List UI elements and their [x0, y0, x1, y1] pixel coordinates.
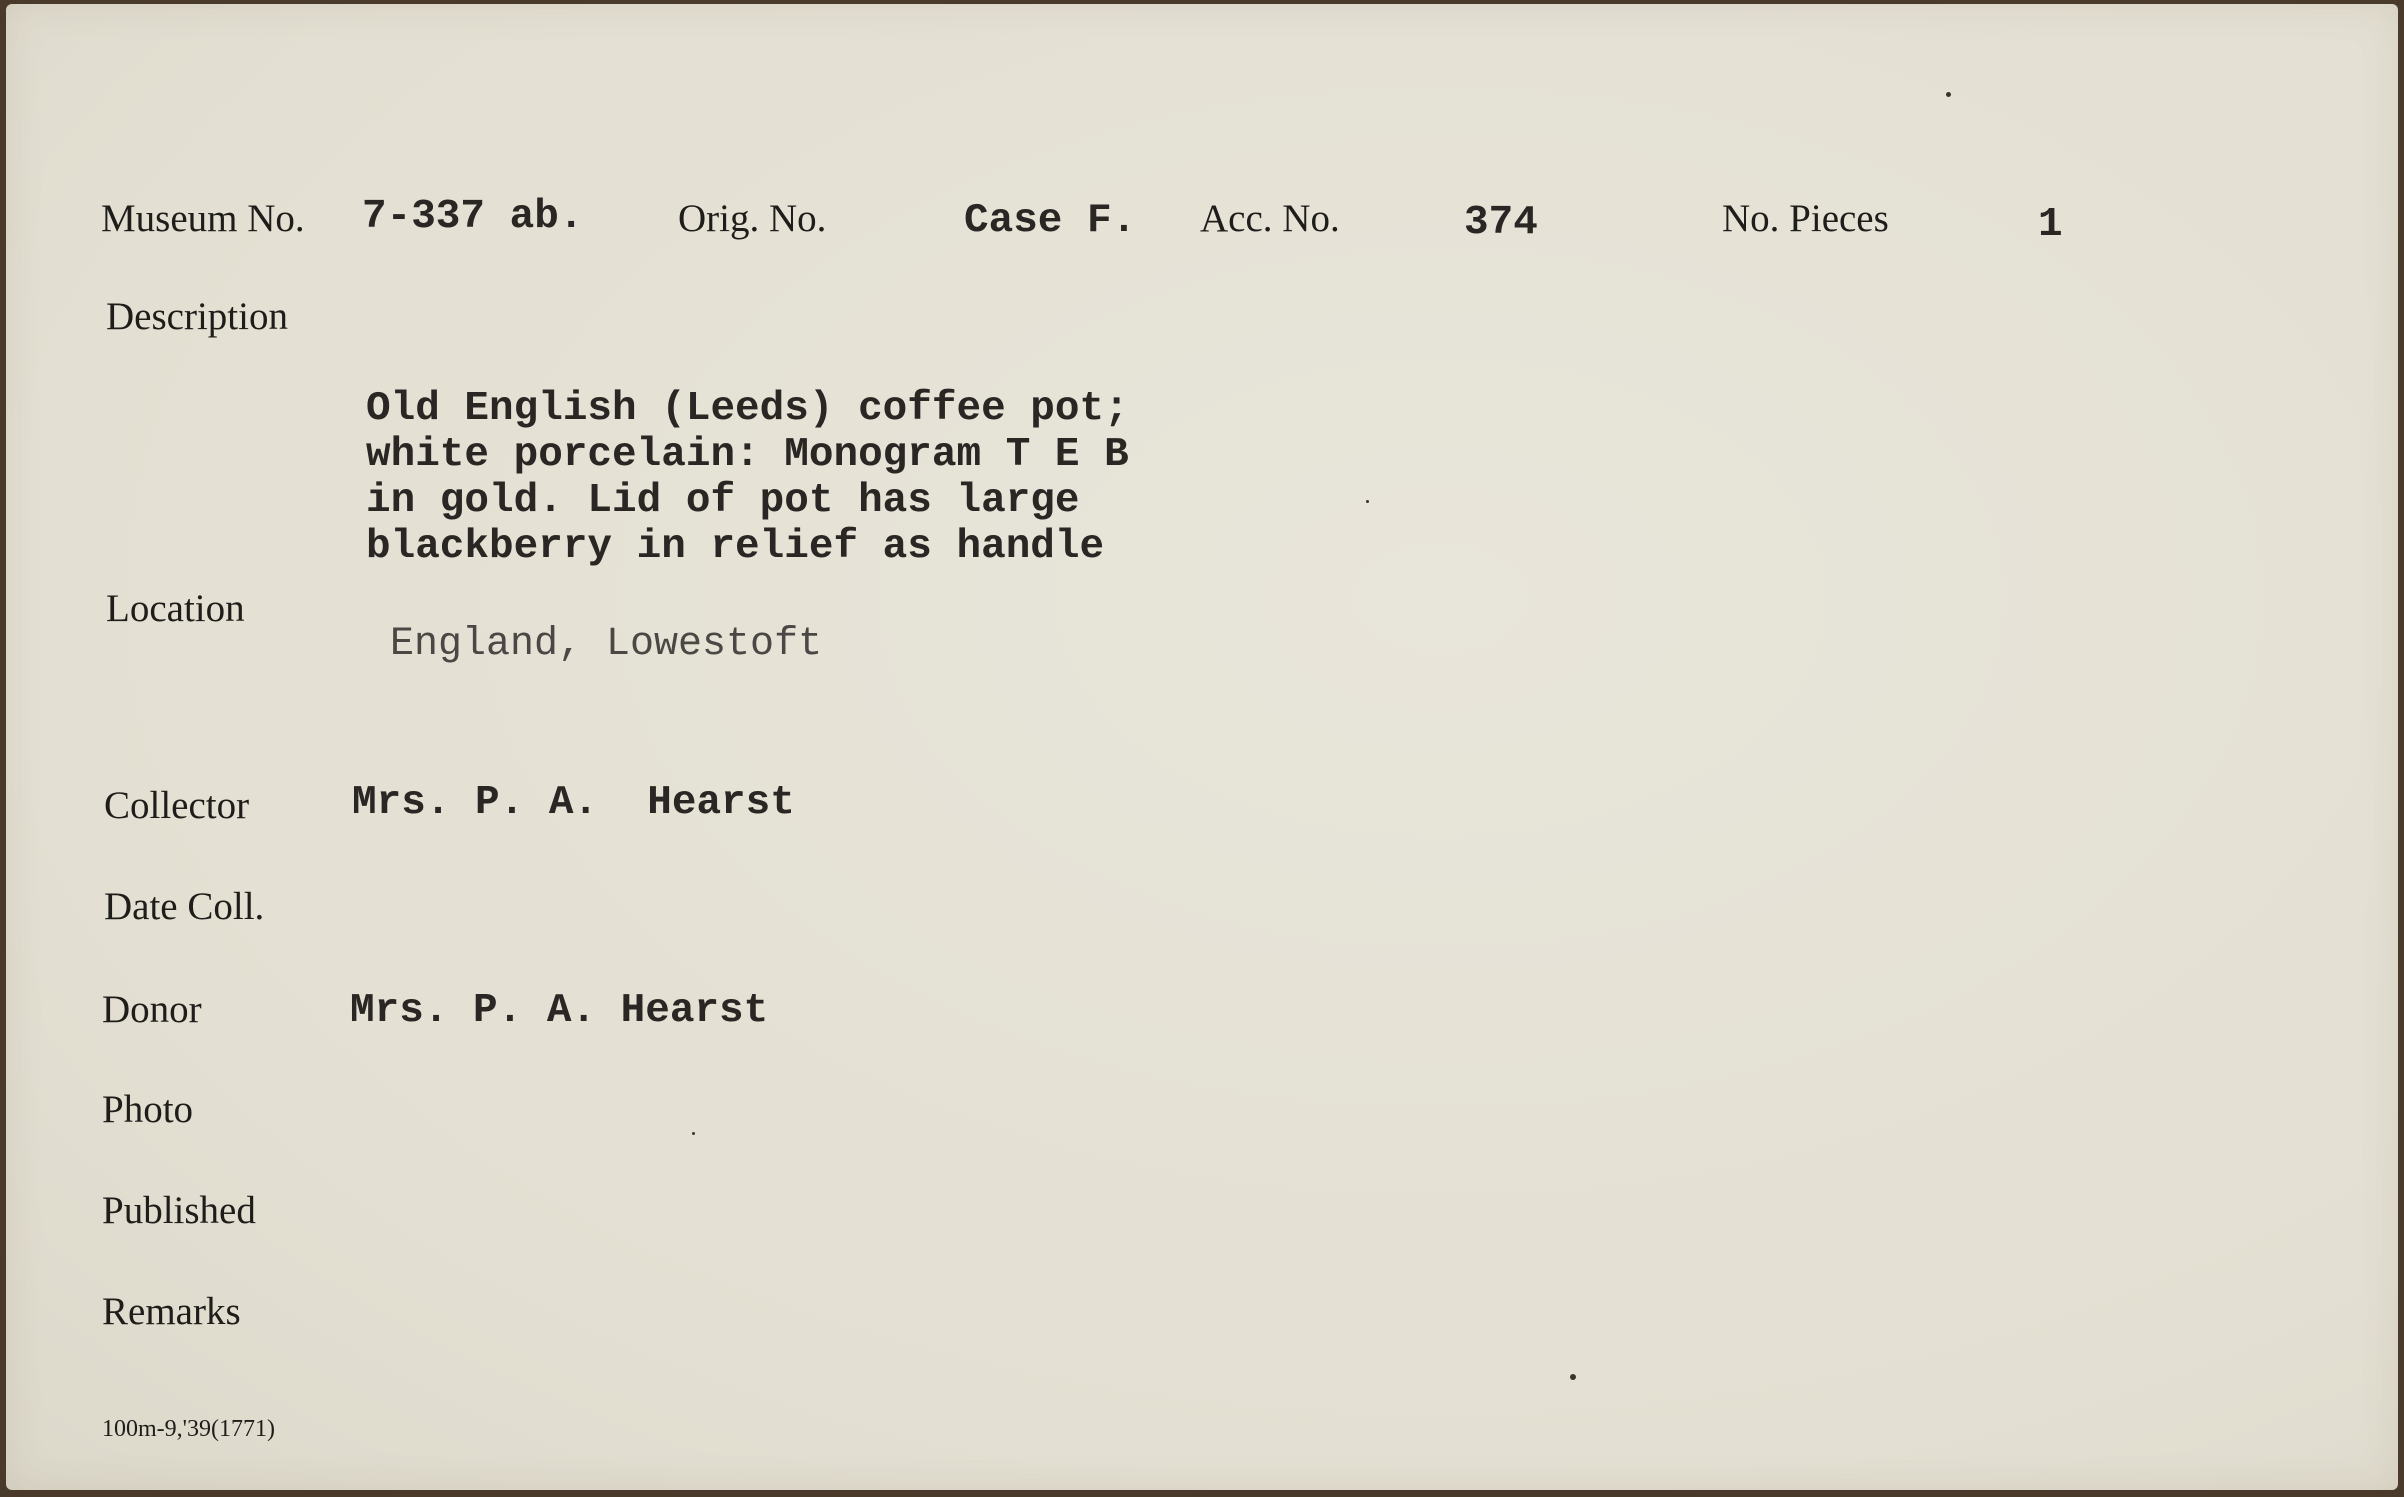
- museum-no-label: Museum No.: [101, 197, 305, 240]
- description-line: in gold. Lid of pot has large: [366, 478, 1080, 524]
- remarks-label: Remarks: [102, 1290, 241, 1333]
- case-value: Case F.: [964, 198, 1137, 244]
- description-label: Description: [106, 295, 288, 338]
- date-coll-label: Date Coll.: [104, 885, 265, 928]
- donor-label: Donor: [102, 988, 202, 1031]
- acc-no-label: Acc. No.: [1200, 197, 1340, 240]
- no-pieces-value: 1: [2038, 202, 2063, 248]
- donor-value: Mrs. P. A. Hearst: [350, 988, 769, 1034]
- description-line: Old English (Leeds) coffee pot;: [366, 386, 1129, 432]
- description-line: blackberry in relief as handle: [366, 524, 1105, 570]
- description-line: white porcelain: Monogram T E B: [366, 432, 1129, 478]
- photo-label: Photo: [102, 1088, 194, 1131]
- collector-value: Mrs. P. A. Hearst: [352, 780, 795, 826]
- collector-label: Collector: [104, 784, 250, 827]
- museum-no-value: 7-337 ab.: [362, 194, 584, 240]
- acc-no-value: 374: [1464, 200, 1538, 246]
- orig-no-label: Orig. No.: [678, 197, 827, 240]
- location-value: England, Lowestoft: [390, 622, 823, 667]
- description-value: [366, 294, 1129, 662]
- catalog-card: [6, 4, 2398, 1490]
- print-code: 100m-9,'39(1771): [102, 1416, 275, 1442]
- location-label: Location: [106, 587, 245, 630]
- no-pieces-label: No. Pieces: [1722, 197, 1889, 240]
- published-label: Published: [102, 1189, 256, 1232]
